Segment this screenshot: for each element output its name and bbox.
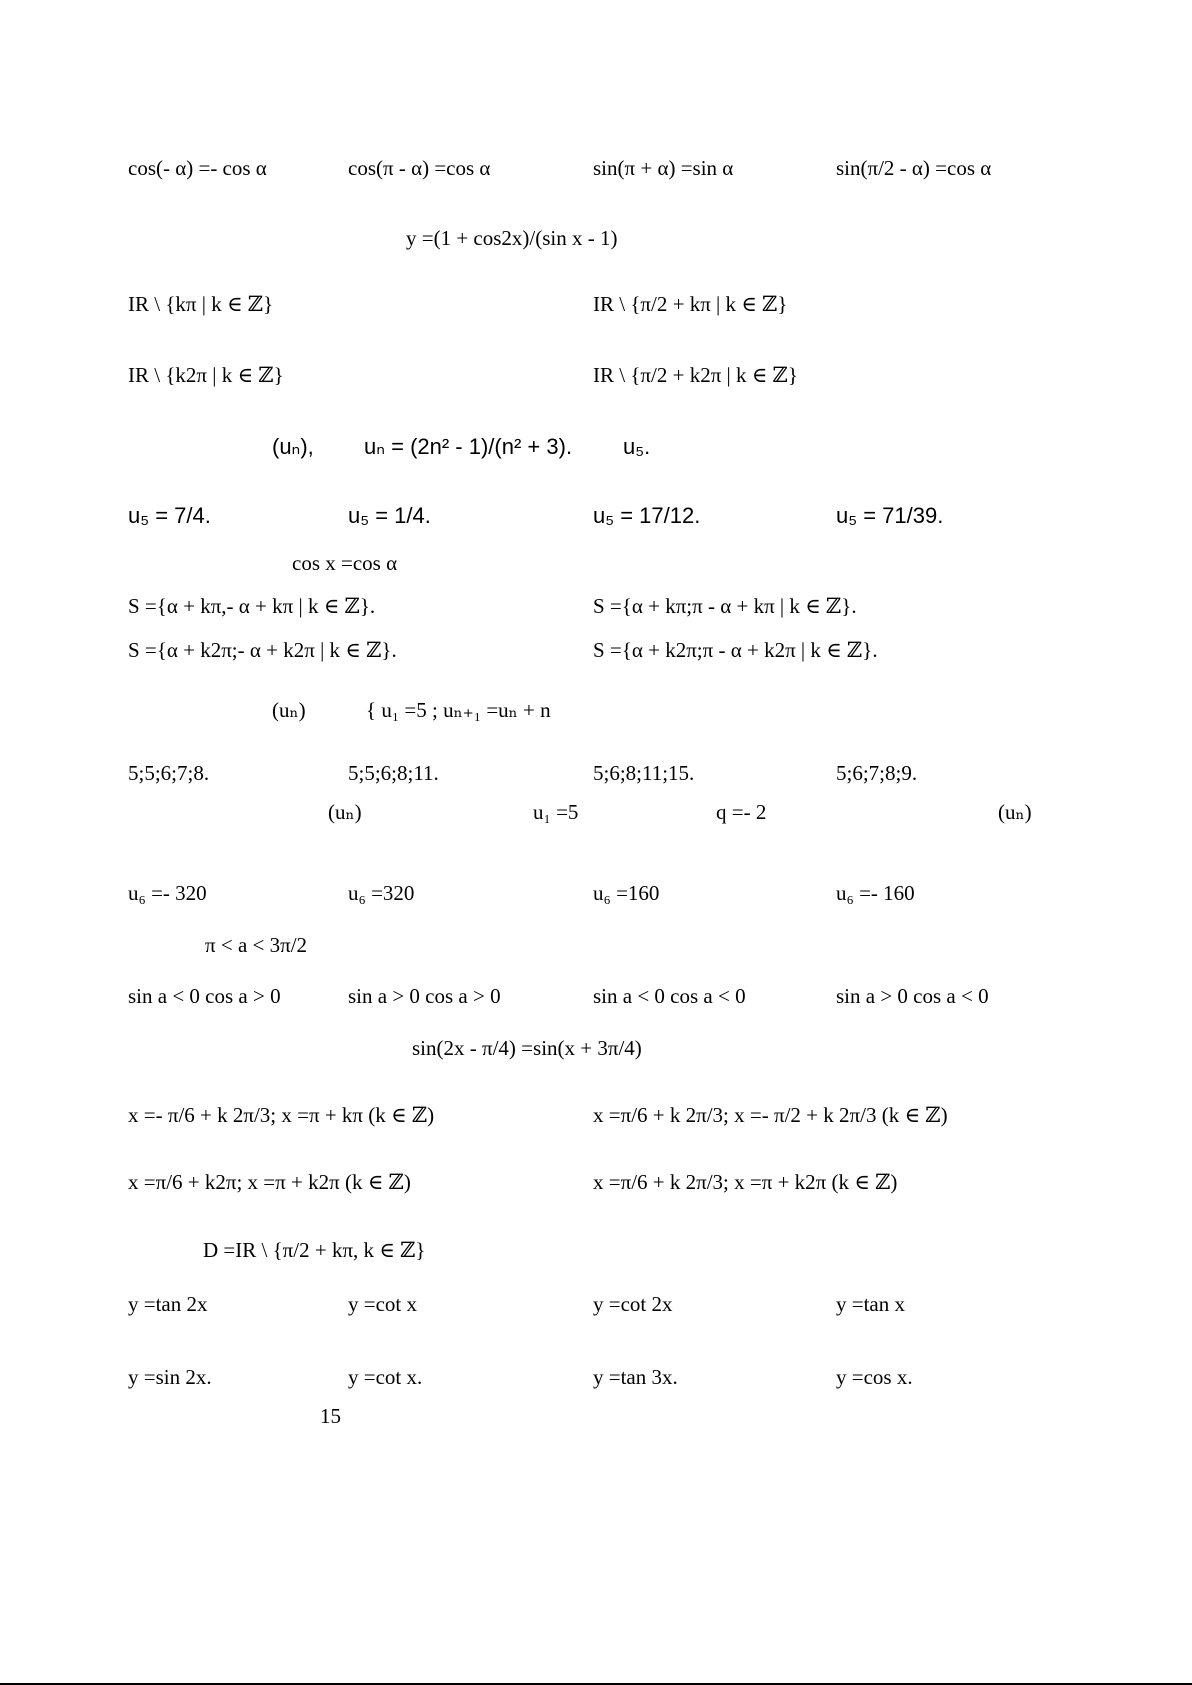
solution-set-c: S ={α + k2π;- α + k2π | k ∈ ℤ}.	[128, 638, 397, 662]
geometric-u1: u₁ =5	[533, 800, 579, 824]
u6-option-c: u₆ =160	[593, 881, 660, 905]
set-option-b: IR \ {π/2 + kπ | k ∈ ℤ}	[593, 292, 788, 316]
geometric-un-end: (uₙ)	[998, 800, 1032, 824]
sequence-formula: uₙ = (2n² - 1)/(n² + 3).	[364, 434, 573, 459]
identity-sin-halfpi-minus: sin(π/2 - α) =cos α	[836, 156, 992, 180]
u6-option-d: u₆ =- 160	[836, 881, 915, 905]
sequence-target-u5: u₅.	[623, 434, 651, 459]
recurrence-un: (uₙ)	[272, 698, 306, 722]
function-y: y =(1 + cos2x)/(sin x - 1)	[406, 226, 618, 250]
angle-interval: π < a < 3π/2	[205, 933, 308, 957]
u5-option-c: u₅ = 17/12.	[593, 503, 701, 528]
identity-sin-pi-plus: sin(π + α) =sin α	[593, 156, 734, 180]
x-solution-a: x =- π/6 + k 2π/3; x =π + kπ (k ∈ ℤ)	[128, 1103, 435, 1127]
domain-d: D =IR \ {π/2 + kπ, k ∈ ℤ}	[203, 1238, 426, 1262]
sign-option-c: sin a < 0 cos a < 0	[593, 984, 746, 1008]
set-option-d: IR \ {π/2 + k2π | k ∈ ℤ}	[593, 363, 798, 387]
function-option-b: y =cot x	[348, 1292, 417, 1316]
sequence-un: (uₙ),	[272, 434, 314, 459]
function-option-g: y =tan 3x.	[593, 1365, 678, 1389]
identity-cos-pi-minus: cos(π - α) =cos α	[348, 156, 491, 180]
u6-option-a: u₆ =- 320	[128, 881, 207, 905]
set-option-c: IR \ {k2π | k ∈ ℤ}	[128, 363, 284, 387]
terms-option-d: 5;6;7;8;9.	[836, 761, 918, 785]
equation-sin: sin(2x - π/4) =sin(x + 3π/4)	[412, 1036, 642, 1060]
equation-cosx: cos x =cos α	[292, 551, 398, 575]
function-option-h: y =cos x.	[836, 1365, 913, 1389]
geometric-ratio: q =- 2	[716, 800, 767, 824]
function-option-d: y =tan x	[836, 1292, 905, 1316]
terms-option-a: 5;5;6;7;8.	[128, 761, 210, 785]
sign-option-d: sin a > 0 cos a < 0	[836, 984, 989, 1008]
terms-option-c: 5;6;8;11;15.	[593, 761, 695, 785]
terms-option-b: 5;5;6;8;11.	[348, 761, 439, 785]
function-option-e: y =sin 2x.	[128, 1365, 212, 1389]
x-solution-c: x =π/6 + k2π; x =π + k2π (k ∈ ℤ)	[128, 1170, 411, 1194]
u6-option-b: u₆ =320	[348, 881, 415, 905]
u5-option-b: u₅ = 1/4.	[348, 503, 431, 528]
solution-set-a: S ={α + kπ,- α + kπ | k ∈ ℤ}.	[128, 594, 376, 618]
u5-option-a: u₅ = 7/4.	[128, 503, 211, 528]
function-option-f: y =cot x.	[348, 1365, 423, 1389]
function-option-a: y =tan 2x	[128, 1292, 208, 1316]
u5-option-d: u₅ = 71/39.	[836, 503, 944, 528]
x-solution-b: x =π/6 + k 2π/3; x =- π/2 + k 2π/3 (k ∈ ℤ)	[593, 1103, 948, 1127]
sign-option-b: sin a > 0 cos a > 0	[348, 984, 501, 1008]
solution-set-d: S ={α + k2π;π - α + k2π | k ∈ ℤ}.	[593, 638, 878, 662]
x-solution-d: x =π/6 + k 2π/3; x =π + k2π (k ∈ ℤ)	[593, 1170, 898, 1194]
solution-set-b: S ={α + kπ;π - α + kπ | k ∈ ℤ}.	[593, 594, 857, 618]
function-option-c: y =cot 2x	[593, 1292, 673, 1316]
set-option-a: IR \ {kπ | k ∈ ℤ}	[128, 292, 274, 316]
page-number: 15	[320, 1404, 341, 1428]
geometric-un: (uₙ)	[328, 800, 362, 824]
sign-option-a: sin a < 0 cos a > 0	[128, 984, 281, 1008]
recurrence-system: { u₁ =5 ; uₙ₊₁ =uₙ + n	[366, 698, 551, 722]
identity-cos-neg: cos(- α) =- cos α	[128, 156, 267, 180]
